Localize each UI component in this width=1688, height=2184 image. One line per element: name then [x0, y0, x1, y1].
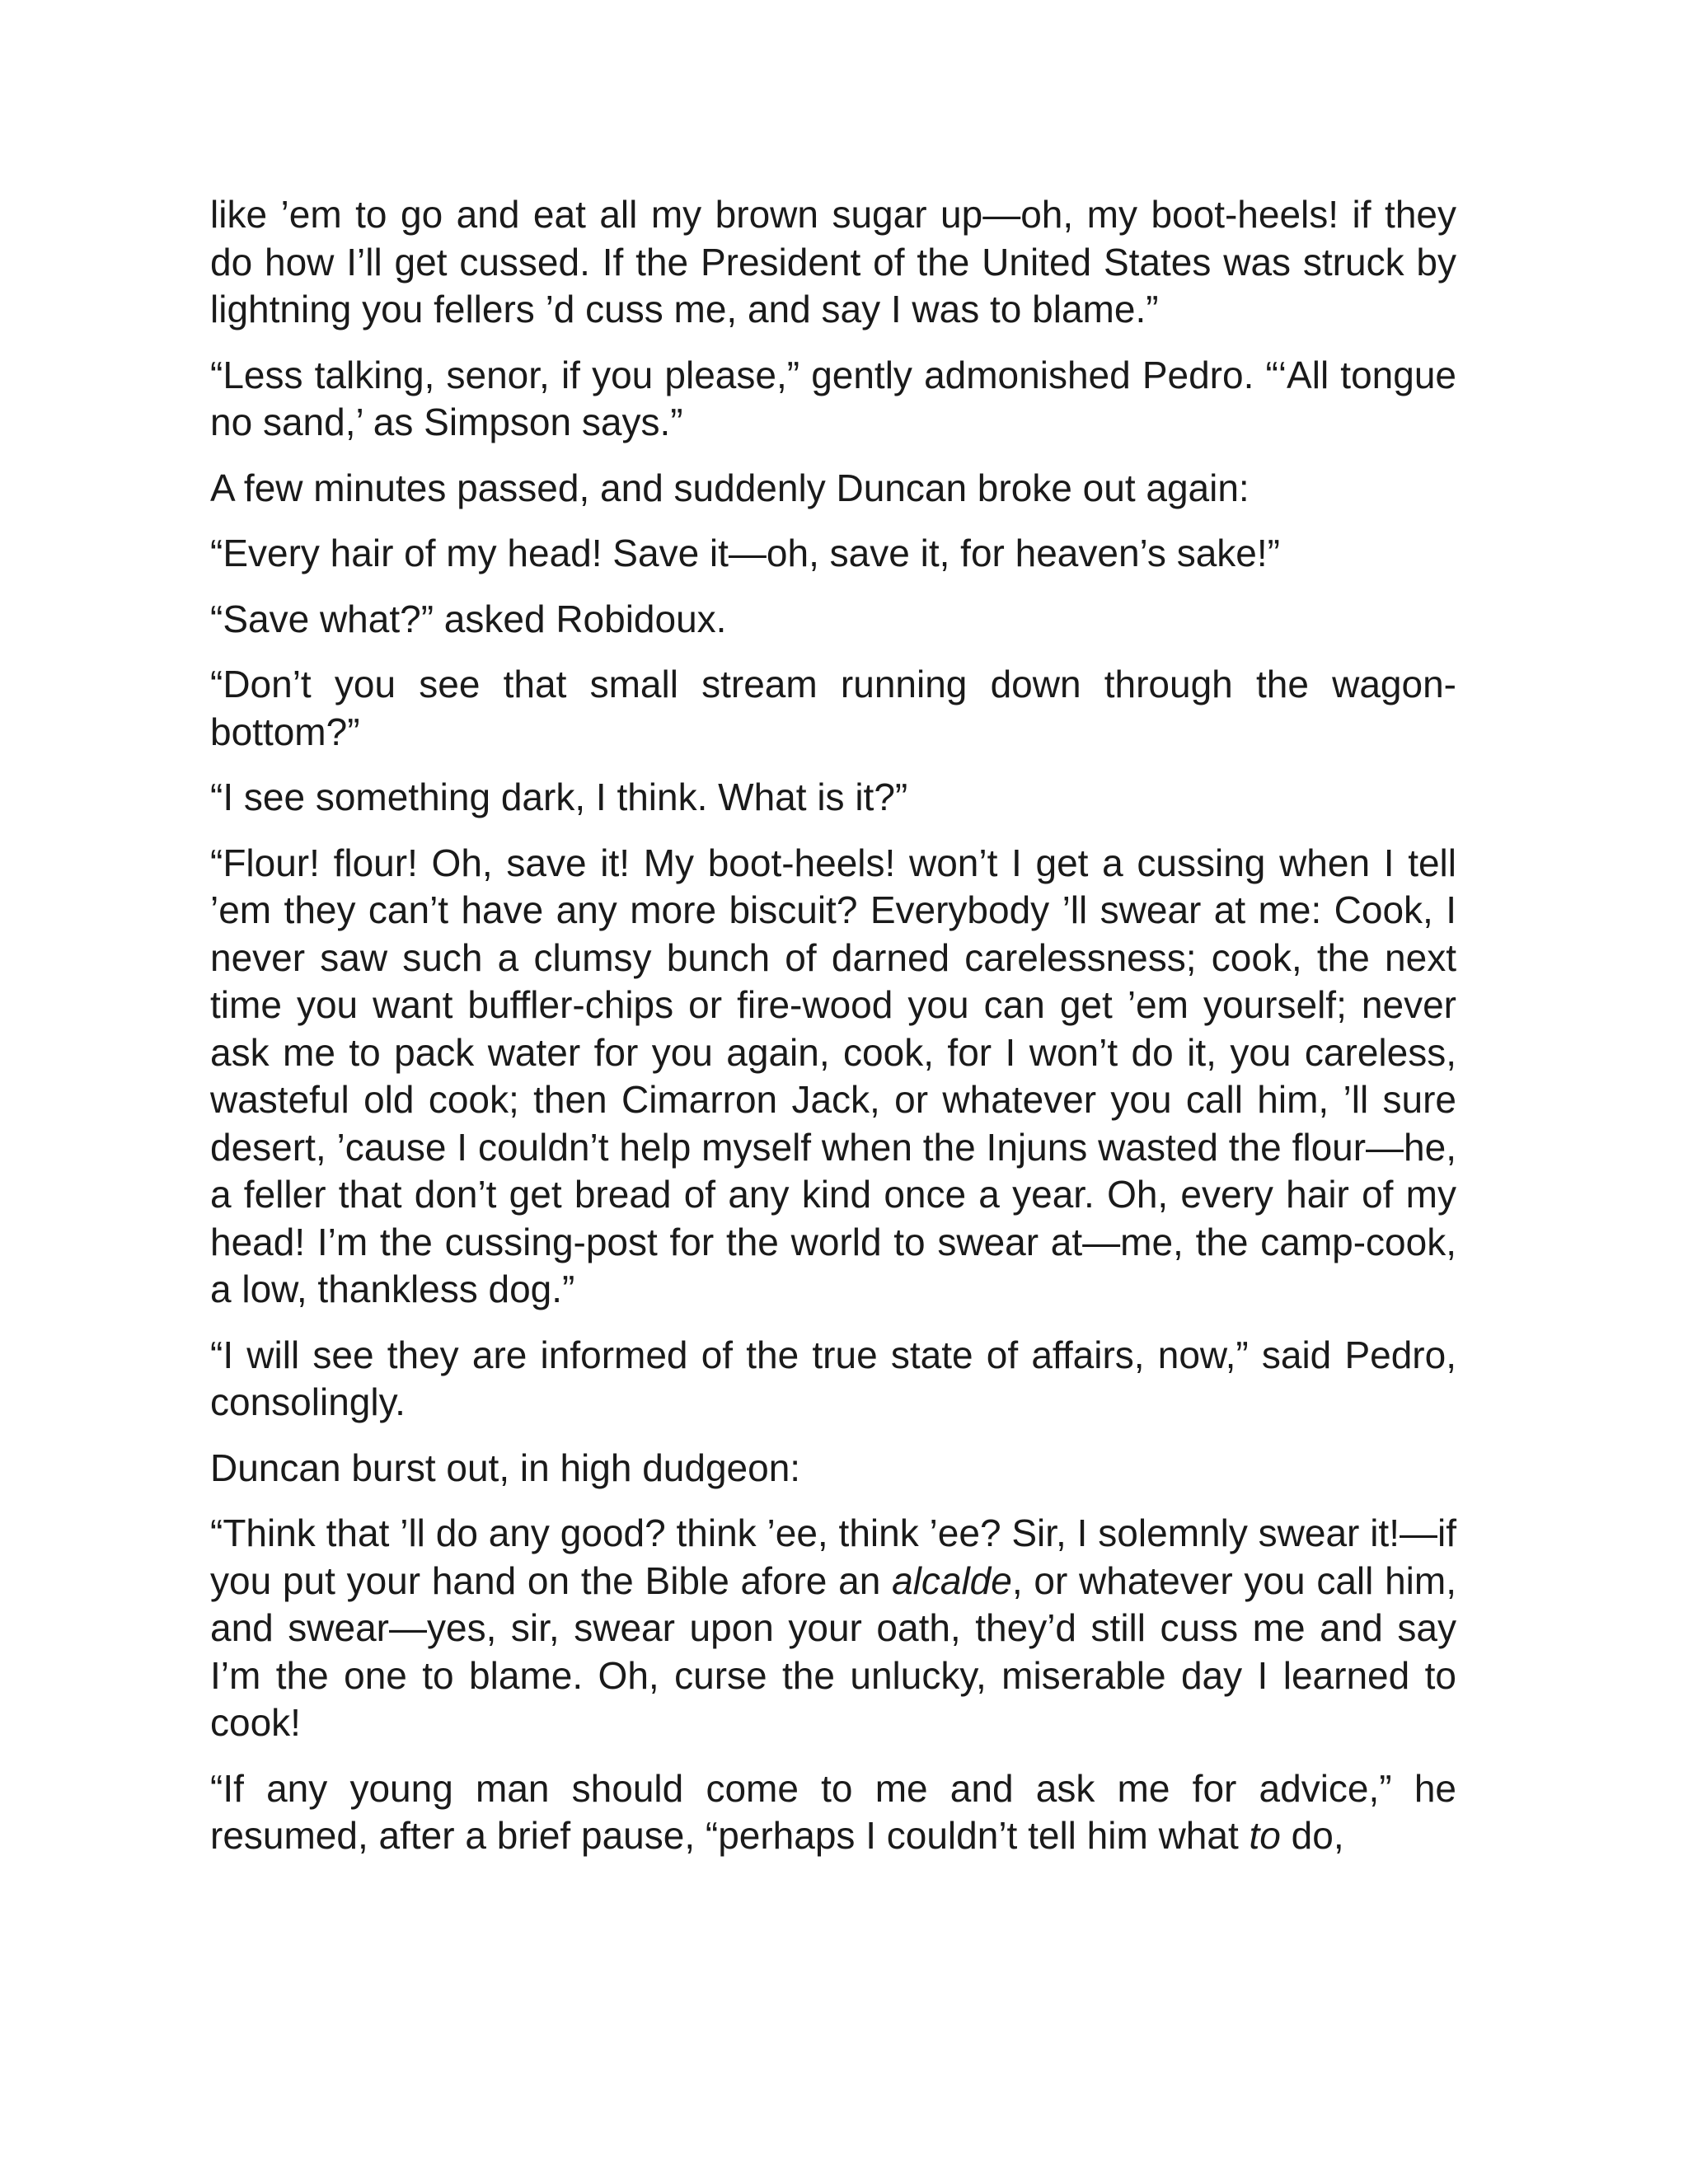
- book-page: [210, 191, 1456, 1860]
- paragraph-11: “Think that ’ll do any good? think ’ee, think ’ee? Sir, I solemnly swear it!—if you put your hand on the Bible afore an alcalde, or whatever you call him, and swear—yes, sir, swear upon your oath, they’d still cuss me and say I’m the one to blame. Oh, curse the unlucky, miserable day I learned to cook!: [210, 1511, 1456, 1744]
- italic-word-alcalde: alcalde: [892, 1558, 1012, 1602]
- paragraph-7: “I see something dark, I think. What is it?”: [210, 776, 908, 818]
- paragraph-6: “Don’t you see that small stream running down through the wagon-bottom?”: [210, 663, 1456, 753]
- paragraph-3: A few minutes passed, and suddenly Duncan broke out again:: [210, 466, 1250, 509]
- paragraph-10: Duncan burst out, in high dudgeon:: [210, 1446, 801, 1489]
- paragraph-4: “Every hair of my head! Save it—oh, save it, for heaven’s sake!”: [210, 532, 1280, 574]
- paragraph-9: “I will see they are informed of the true state of affairs, now,” said Pedro, consolingly.: [210, 1333, 1456, 1423]
- paragraph-12: “If any young man should come to me and ask me for advice,” he resumed, after a brief pause, “perhaps I couldn’t tell him what to do,: [210, 1766, 1456, 1857]
- paragraph-2: “Less talking, senor, if you please,” gently admonished Pedro. “‘All tongue no sand,’ as Simpson says.”: [210, 353, 1456, 443]
- paragraph-8: “Flour! flour! Oh, save it! My boot-heels! won’t I get a cussing when I tell ’em they can’t have any more biscuit? Everybody ’ll swear at me: Cook, I never saw such a clumsy bunch of darned carelessness; cook, the next time you want buffler-chips or fire-wood you can get ’em yourself; never ask me to pack water for you again, cook, for I won’t do it, you careless, wasteful old cook; then Cimarron Jack, or whatever you call him, ’ll sure desert, ’cause I couldn’t help myself when the Injuns wasted the flour—he, a feller that don’t get bread of any kind once a year. Oh, every hair of my head! I’m the cussing-post for the world to swear at—me, the camp-cook, a low, thankless dog.”: [210, 841, 1456, 1310]
- paragraph-5: “Save what?” asked Robidoux.: [210, 597, 727, 640]
- paragraph-1: like ’em to go and eat all my brown sugar up—oh, my boot-heels! if they do how I’ll get cussed. If the President of the United States was struck by lightning you fellers ’d cuss me, and say I was to blame.”: [210, 193, 1456, 330]
- italic-word-to: to: [1249, 1814, 1281, 1857]
